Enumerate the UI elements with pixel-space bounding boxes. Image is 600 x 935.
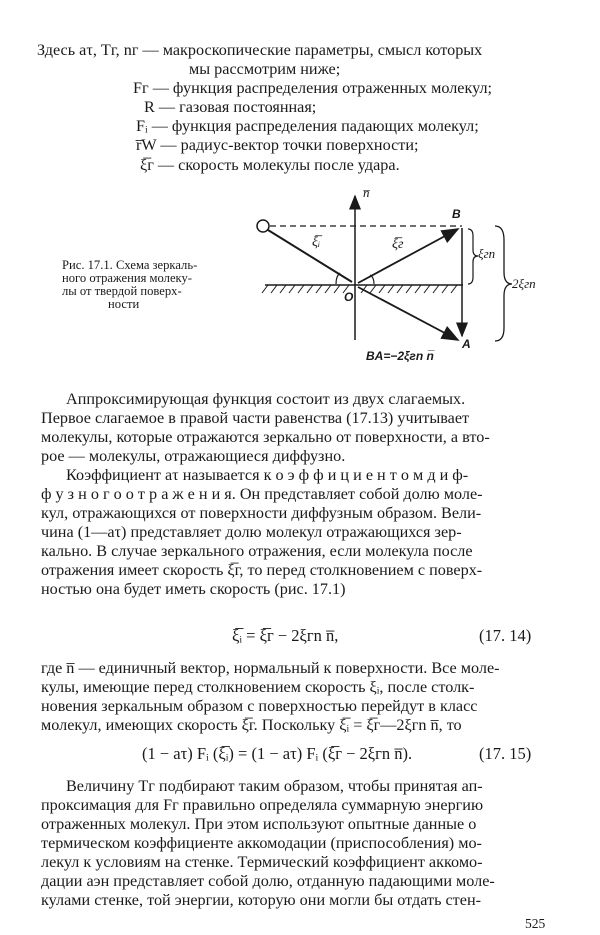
text-line: Величину Tг подбирают таким образом, чтобы принятая ап- <box>66 777 483 795</box>
text-line: дации aэн представляет собой долю, отданную падающими моле- <box>41 872 495 890</box>
text-line: где n̅ — единичный вектор, нормальный к поверхности. Все моле- <box>41 659 500 677</box>
equation-number-17-15: (17. 15) <box>479 744 532 763</box>
label-A: A <box>462 337 471 351</box>
text-line: кулы, имеющие перед столкновением скорость ξᵢ, после столк- <box>41 678 475 696</box>
def-line-5: r̅W — радиус-вектор точки поверхности; <box>136 136 419 154</box>
text-line: лекул к условиям на стенке. Термический коэффициент аккомо- <box>41 853 483 871</box>
two-xi-rn-bracket <box>495 226 512 341</box>
text-line: ф у з н о г о о т р а ж е н и я. Он представляет собой долю моле- <box>41 485 483 503</box>
def-line-3: R — газовая постоянная; <box>144 98 317 116</box>
text-line: отражения имеет скорость ξ̅г, то перед столкновением с поверх- <box>41 561 483 579</box>
def-line-4: Fᵢ — функция распределения падающих молекул; <box>136 117 479 135</box>
label-two-xi-rn: 2ξгn <box>512 276 536 291</box>
equation-number-17-14: (17. 14) <box>479 626 532 645</box>
label-ba-equation: BA=−2ξгn n̅ <box>366 349 434 363</box>
label-n: n̅ <box>363 185 370 200</box>
label-xi-r: ξ̅г <box>392 237 404 252</box>
text-line: молекулы, которые отражаются зеркально от поверхности, а вто- <box>41 428 490 446</box>
text-line: проксимация для Fг правильно определяла суммарную энергию <box>41 796 484 814</box>
caption-line: Рис. 17.1. Схема зеркаль- <box>62 258 198 272</box>
page-number: 525 <box>525 916 546 931</box>
label-xi-i: ξ̅ᵢ <box>312 235 321 250</box>
text-line: новения зеркальным образом с поверхностью перейдут в класс <box>41 697 478 715</box>
def-line-1: Здесь aτ, Tг, nг — макроскопические параметры, смысл которых <box>37 41 483 59</box>
surface-hatching <box>262 285 457 293</box>
equation-17-15: (1 − aτ) Fᵢ (ξ̅ᵢ) = (1 − aτ) Fᵢ (ξ̅г − 2ξгn n̅). <box>142 744 413 763</box>
label-xi-rn: ξгn <box>478 246 496 261</box>
xi-rn-bracket <box>468 229 478 284</box>
def-line-2: Fг — функция распределения отраженных молекул; <box>133 79 493 97</box>
caption-line: ности <box>108 297 140 311</box>
molecule-circle <box>257 220 269 232</box>
text-line: Коэффициент aτ называется к о э ф ф и ц и е н т о м д и ф- <box>66 466 469 484</box>
text-line: молекул, имеющих скорость ξ̅г. Поскольку ξ̅ᵢ = ξ̅г—2ξгn n̅, то <box>41 716 462 734</box>
text-line: кул, отражающихся от поверхности диффузным образом. Вели- <box>41 504 482 522</box>
label-O: O <box>344 290 354 304</box>
text-line: Аппроксимирующая функция состоит из двух слагаемых. <box>66 390 466 408</box>
text-line: Первое слагаемое в правой части равенства (17.13) учитывает <box>41 409 470 427</box>
text-line: отраженных молекул. При этом используют опытные данные о <box>41 815 477 833</box>
equation-17-14: ξ̅ᵢ = ξ̅г − 2ξгn n̅, <box>232 626 339 645</box>
text-line: термическом коэффициенте аккомодации (приспособления) мо- <box>41 834 482 852</box>
reflected-vector <box>358 229 458 283</box>
text-line: кулами стенке, той энергии, которую они могли бы отдать стен- <box>41 891 481 909</box>
def-line-6: ξ̅г — скорость молекулы после удара. <box>140 156 400 174</box>
text-line: кально. В случае зеркального отражения, если молекула после <box>41 542 473 560</box>
def-line-1b: мы рассмотрим ниже; <box>189 60 341 78</box>
text-line: ностью она будет иметь скорость (рис. 17.1) <box>41 580 346 598</box>
label-B: B <box>452 207 461 221</box>
caption-line: лы от твердой поверх- <box>62 284 182 298</box>
continuation-ray <box>358 287 458 340</box>
text-line: рое — молекулы, отражающиеся диффузно. <box>41 447 346 465</box>
text-line: чина (1—aτ) представляет долю молекул отражающихся зер- <box>41 523 462 541</box>
caption-line: ного отражения молеку- <box>62 271 192 285</box>
